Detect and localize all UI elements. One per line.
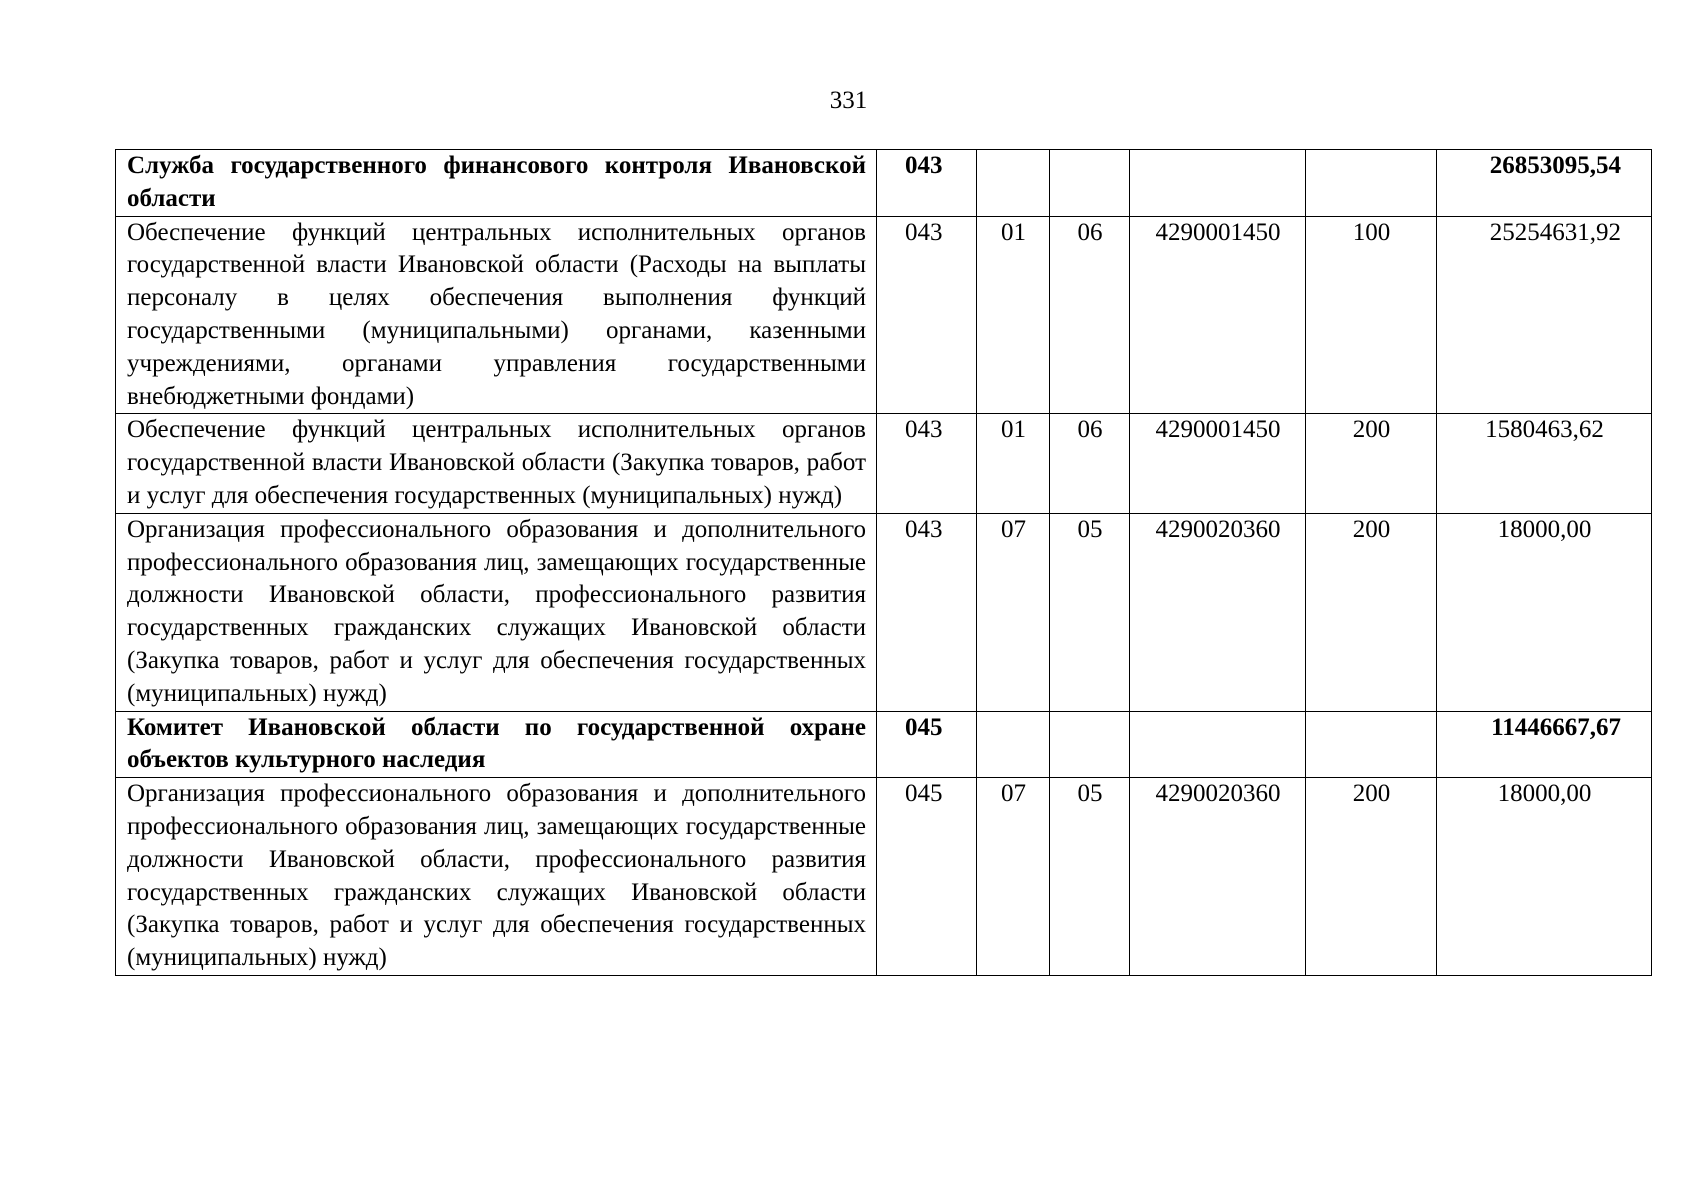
row-subsection: 05 (1050, 778, 1130, 976)
table-row (116, 513, 1652, 711)
budget-table (115, 149, 1652, 976)
table-row (116, 150, 1652, 217)
row-type: 200 (1306, 778, 1437, 976)
row-subsection: 06 (1050, 216, 1130, 414)
table-row (116, 711, 1652, 778)
row-target: 4290020360 (1130, 513, 1306, 711)
row-name: Обеспечение функций центральных исполнительных органов государственной власти Ивановской области (Расходы на выплаты персоналу в целях обеспечения выполнения функций государственными (муниципальными) органами, казенными учреждениями, органами управления государственными внебюджетными фондами) (116, 216, 877, 414)
row-section: 07 (977, 513, 1050, 711)
row-type: 200 (1306, 513, 1437, 711)
row-name: Комитет Ивановской области по государственной охране объектов культурного наследия (116, 711, 877, 778)
page-number: 331 (829, 87, 868, 114)
row-target: 4290020360 (1130, 778, 1306, 976)
row-name: Служба государственного финансового контроля Ивановской области (116, 150, 877, 217)
row-amount: 25254631,92 (1437, 216, 1652, 414)
row-section: 01 (977, 216, 1050, 414)
row-section (977, 150, 1050, 217)
row-subsection (1050, 711, 1130, 778)
row-type: 200 (1306, 414, 1437, 513)
row-subsection: 05 (1050, 513, 1130, 711)
row-code: 045 (877, 778, 977, 976)
row-name: Организация профессионального образования и дополнительного профессионального образования лиц, замещающих государственные должности Ивановской области, профессионального развития государственных гражданских служащих Ивановской области (Закупка товаров, работ и услуг для обеспечения государственных (муниципальных) нужд) (116, 778, 877, 976)
row-type (1306, 711, 1437, 778)
row-type: 100 (1306, 216, 1437, 414)
row-section (977, 711, 1050, 778)
row-amount: 18000,00 (1437, 513, 1652, 711)
row-target (1130, 150, 1306, 217)
row-code: 045 (877, 711, 977, 778)
table-row (116, 216, 1652, 414)
row-section: 07 (977, 778, 1050, 976)
row-code: 043 (877, 513, 977, 711)
row-subsection: 06 (1050, 414, 1130, 513)
table-row (116, 778, 1652, 976)
row-code: 043 (877, 414, 977, 513)
table-row (116, 414, 1652, 513)
row-name: Организация профессионального образования и дополнительного профессионального образования лиц, замещающих государственные должности Ивановской области, профессионального развития государственных гражданских служащих Ивановской области (Закупка товаров, работ и услуг для обеспечения государственных (муниципальных) нужд) (116, 513, 877, 711)
row-amount: 26853095,54 (1437, 150, 1652, 217)
row-section: 01 (977, 414, 1050, 513)
row-target: 4290001450 (1130, 216, 1306, 414)
row-code: 043 (877, 216, 977, 414)
row-amount: 11446667,67 (1437, 711, 1652, 778)
row-target (1130, 711, 1306, 778)
row-amount: 1580463,62 (1437, 414, 1652, 513)
row-code: 043 (877, 150, 977, 217)
row-amount: 18000,00 (1437, 778, 1652, 976)
row-subsection (1050, 150, 1130, 217)
row-type (1306, 150, 1437, 217)
row-name: Обеспечение функций центральных исполнительных органов государственной власти Ивановской области (Закупка товаров, работ и услуг для обеспечения государственных (муниципальных) нужд) (116, 414, 877, 513)
row-target: 4290001450 (1130, 414, 1306, 513)
